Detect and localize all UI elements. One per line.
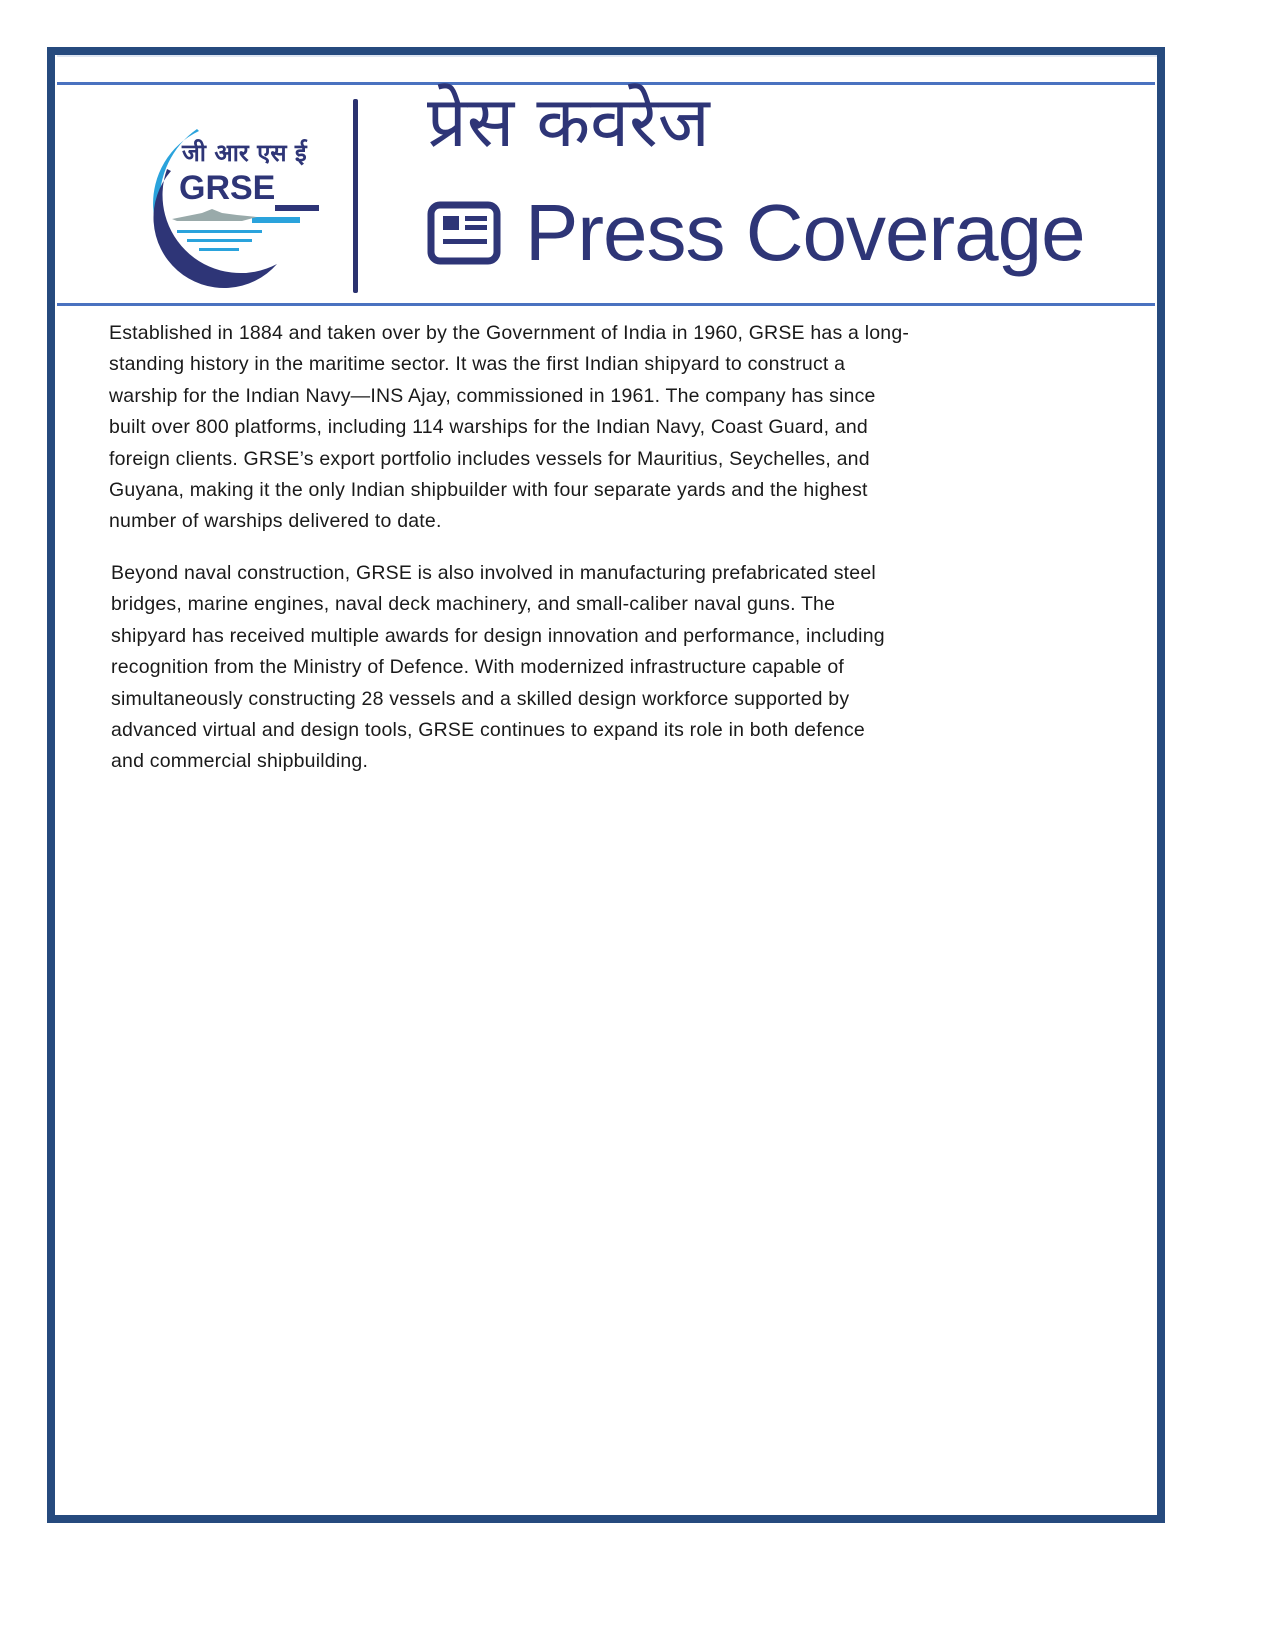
- paragraph-capabilities: [111, 558, 1091, 778]
- text-line: Guyana, making it the only Indian shipbuilder with four separate yards and the highest: [109, 479, 868, 502]
- text-line: shipyard has received multiple awards for design innovation and performance, including: [111, 624, 885, 647]
- grse-logo: [127, 99, 337, 289]
- text-line: bridges, marine engines, naval deck machinery, and small-caliber naval guns. The: [111, 593, 836, 616]
- text-line: warship for the Indian Navy—INS Ajay, commissioned in 1961. The company has since: [109, 384, 876, 407]
- title-english: Press Coverage: [525, 188, 1085, 277]
- text-line: number of warships delivered to date.: [109, 510, 442, 533]
- title-hindi: प्रेस कवरेज: [427, 81, 710, 163]
- svg-text:जी आर एस ई: जी आर एस ई: [182, 138, 307, 167]
- text-line: Established in 1884 and taken over by the Government of India in 1960, GRSE has a long-: [109, 322, 910, 344]
- text-line: recognition from the Ministry of Defence. With modernized infrastructure capable of: [111, 656, 845, 679]
- text-line: simultaneously constructing 28 vessels and a skilled design workforce supported by: [111, 687, 850, 710]
- header-divider: [353, 99, 358, 293]
- newspaper-icon: [427, 201, 505, 265]
- text-line: built over 800 platforms, including 114 warships for the Indian Navy, Coast Guard, and: [109, 416, 868, 439]
- text-line: advanced virtual and design tools, GRSE continues to expand its role in both defence: [111, 719, 865, 742]
- title-english-row: [427, 188, 1085, 277]
- text-line: standing history in the maritime sector. It was the first Indian shipyard to construct a: [109, 353, 846, 376]
- text-line: and commercial shipbuilding.: [111, 750, 369, 773]
- svg-text:GRSE: GRSE: [179, 169, 276, 207]
- text-line: Beyond naval construction, GRSE is also involved in manufacturing prefabricated steel: [111, 562, 876, 584]
- paragraph-history: [109, 318, 1089, 538]
- press-coverage-header: [57, 82, 1155, 306]
- text-line: foreign clients. GRSE’s export portfolio includes vessels for Mauritius, Seychelles, and: [109, 447, 870, 470]
- top-rule: [57, 55, 1157, 57]
